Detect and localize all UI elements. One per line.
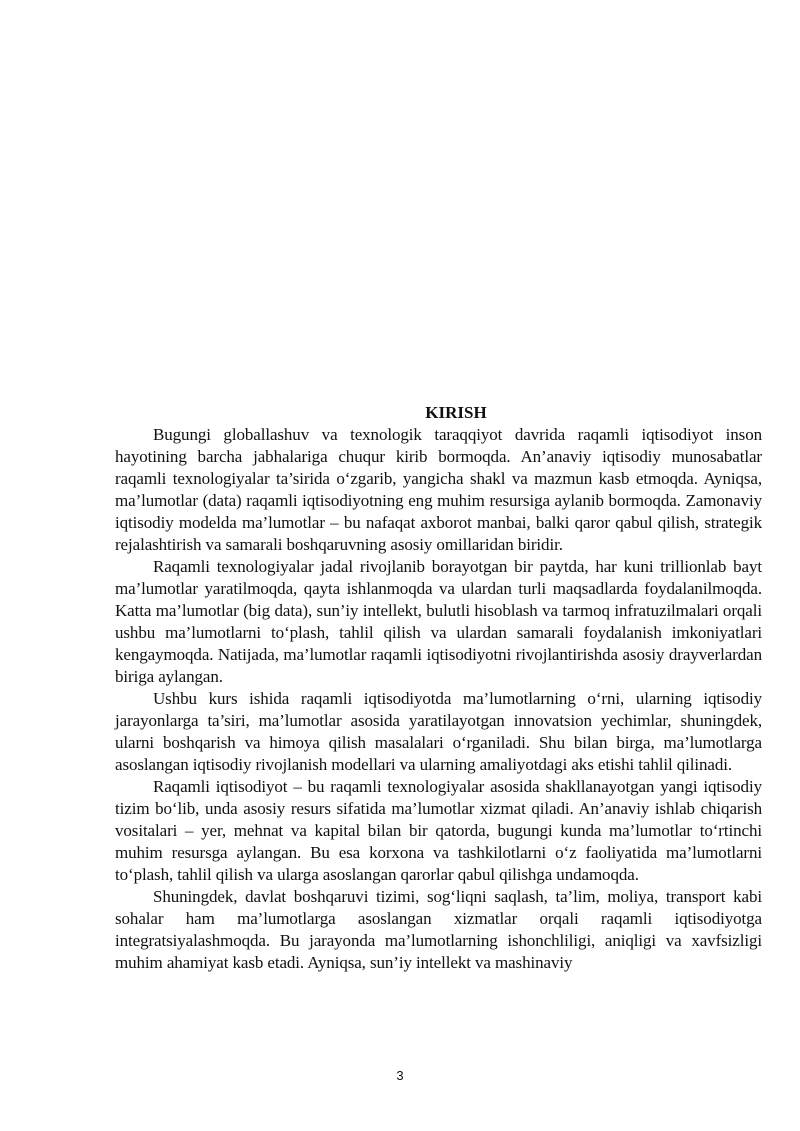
page-number: 3 xyxy=(396,1068,404,1083)
paragraph-5: Shuningdek, davlat boshqaruvi tizimi, sog‘liqni saqlash, ta’lim, moliya, transport kabi sohalar ham ma’lumotlarga asoslangan xizmatlar orqali raqamli iqtisodiyotga integratsiyalashmoqda. Bu jarayonda ma’lumotlarning ishonchliligi, aniqligi va xavfsizligi muhim ahamiyat kasb etadi. Ayniqsa, sun’iy intellekt va mashinaviy xyxy=(115,887,762,972)
paragraph-3: Ushbu kurs ishida raqamli iqtisodiyotda ma’lumotlarning o‘rni, ularning iqtisodiy jarayonlarga ta’siri, ma’lumotlar asosida yaratilayotgan innovatsion yechimlar, shuningdek, ularni boshqarish va himoya qilish masalalari o‘rganiladi. Shu bilan birga, ma’lumotlarga asoslangan iqtisodiy rivojlanish modellari va ularning amaliyotdagi aks etishi tahlil qilinadi. xyxy=(115,689,762,774)
page-body xyxy=(115,402,762,974)
section-title: KIRISH xyxy=(425,403,487,422)
paragraph-4: Raqamli iqtisodiyot – bu raqamli texnologiyalar asosida shakllanayotgan yangi iqtisodiy tizim bo‘lib, unda asosiy resurs sifatida ma’lumotlar xizmat qiladi. An’anaviy ishlab chiqarish vositalari – yer, mehnat va kapital bilan bir qatorda, bugungi kunda ma’lumotlar to‘rtinchi muhim resursga aylangan. Bu esa korxona va tashkilotlarni o‘z faoliyatida ma’lumotlarni to‘plash, tahlil qilish va ularga asoslangan qarorlar qabul qilishga undamoqda. xyxy=(115,777,762,884)
paragraph-2: Raqamli texnologiyalar jadal rivojlanib borayotgan bir paytda, har kuni trillionlab bayt ma’lumotlar yaratilmoqda, qayta ishlanmoqda va ulardan turli maqsadlarda foydalanilmoqda. Katta ma’lumotlar (big data), sun’iy intellekt, bulutli hisoblash va tarmoq infratuzilmalari orqali ushbu ma’lumotlarni to‘plash, tahlil qilish va ulardan samarali foydalanish imkoniyatlari kengaymoqda. Natijada, ma’lumotlar raqamli iqtisodiyotni rivojlantirishda asosiy drayverlardan biriga aylangan. xyxy=(115,557,762,686)
paragraph-1: Bugungi globallashuv va texnologik taraqqiyot davrida raqamli iqtisodiyot inson hayotining barcha jabhalariga chuqur kirib bormoqda. An’anaviy iqtisodiy munosabatlar raqamli texnologiyalar ta’sirida o‘zgarib, yangicha shakl va mazmun kasb etmoqda. Ayniqsa, ma’lumotlar (data) raqamli iqtisodiyotning eng muhim resursiga aylanib bormoqda. Zamonaviy iqtisodiy modelda ma’lumotlar – bu nafaqat axborot manbai, balki qaror qabul qilish, strategik rejalashtirish va samarali boshqaruvning asosiy omillaridan biridir. xyxy=(115,425,762,554)
